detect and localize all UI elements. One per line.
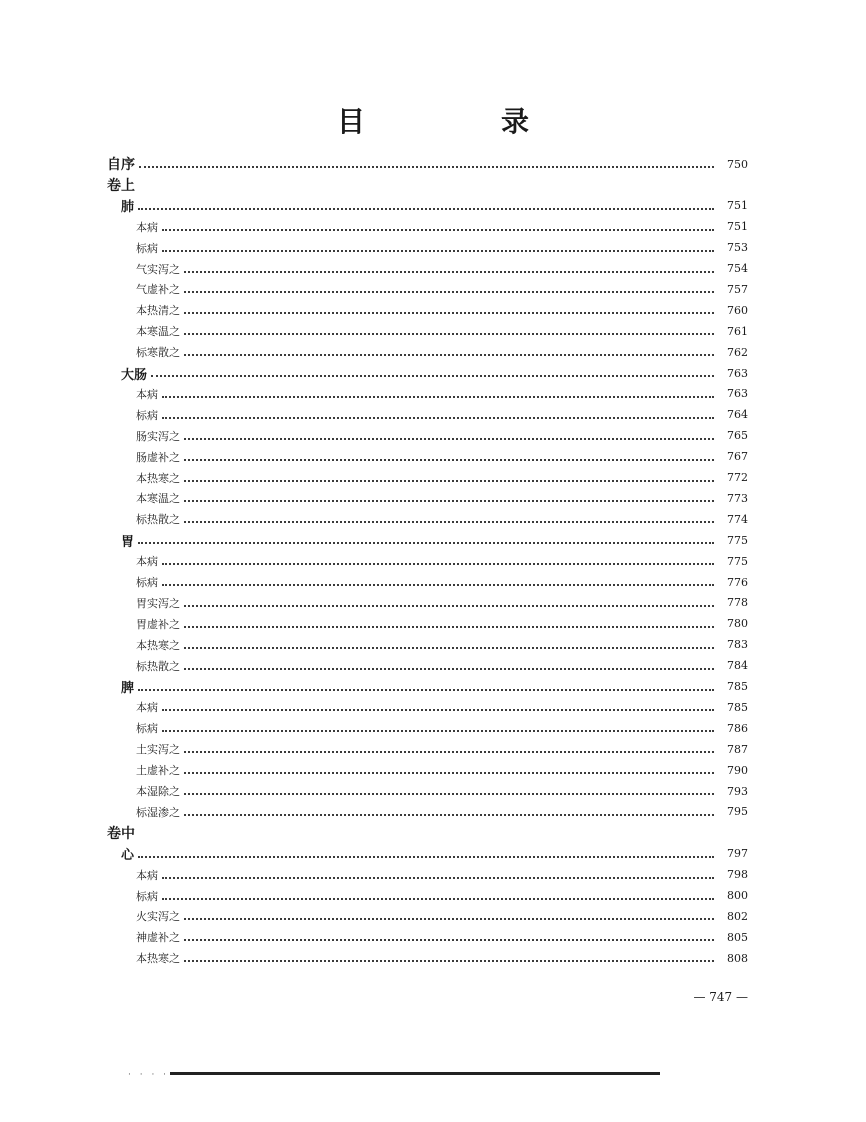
toc-entry-page: 751 [727,199,748,213]
toc-entry [136,865,748,885]
toc-entry [136,447,748,467]
dot-leader [184,500,714,502]
toc-entry-label: 标病 [136,576,158,589]
toc-entry-page: 772 [727,471,748,484]
toc-entry-page: 793 [727,784,748,798]
toc-entry [136,656,748,676]
toc-entry-label: 神虚补之 [136,931,180,945]
toc-entry-label: 卷中 [107,825,135,842]
toc-entry-label: 本病 [136,387,158,401]
toc-entry-label: 胃 [121,534,135,550]
toc-entry-label: 胃虚补之 [136,617,180,631]
toc-entry-page: 761 [727,324,748,338]
toc-entry-label: 本病 [136,220,158,234]
toc-entry-label: 肠虚补之 [136,450,180,464]
toc-entry-label: 肺 [121,200,135,216]
toc-entry-page: 767 [727,450,748,464]
toc-entry [136,906,748,926]
toc-entry-label: 大肠 [121,367,148,383]
toc-entry [136,886,748,906]
toc-entry-label: 标病 [136,241,158,255]
toc-entry-page: 783 [727,638,748,652]
toc-entry-label: 标病 [136,722,158,736]
toc-entry-page: 776 [727,575,748,589]
dot-leader [184,668,714,670]
toc-entry-page: 763 [727,387,748,401]
dot-leader [138,689,714,691]
toc-entry-page: 786 [727,721,748,735]
toc-entry [136,405,748,425]
toc-entry-page: 773 [727,491,748,505]
toc-entry-page: 762 [727,345,748,359]
toc-entry-page: 802 [727,909,748,923]
scan-speckle: · · · · [128,1070,170,1080]
page-number: — 747 — [693,990,748,1004]
toc-entry-label: 本病 [136,868,158,882]
toc-entry [136,635,748,655]
toc-entry-label: 本热清之 [136,304,180,318]
toc-entry-label: 本湿除之 [136,785,180,798]
dot-leader [184,772,714,774]
toc-entry [136,802,748,822]
toc-entry-page: 808 [727,951,748,965]
dot-leader [138,856,714,858]
toc-entry [136,488,748,508]
toc-entry-page: 754 [727,262,748,275]
dot-leader [162,396,714,398]
toc-entry-label: 气实泻之 [136,262,180,276]
toc-entry [121,677,748,697]
toc-entry [136,593,748,613]
toc-entry-page: 785 [727,680,748,693]
toc-entry [136,384,748,404]
dot-leader [162,730,714,732]
toc-entry [136,614,748,634]
toc-entry-page: 805 [727,930,748,944]
dot-leader [184,459,714,461]
toc-entry [136,279,748,299]
toc-entry-label: 火实泻之 [136,910,180,924]
toc-entry-label: 脾 [121,681,135,696]
toc-entry-page: 785 [727,700,748,714]
bottom-rule [170,1072,660,1075]
toc-entry [136,572,748,592]
toc-entry-label: 标湿渗之 [136,805,180,819]
toc-entry-label: 标热散之 [136,513,180,527]
toc-entry [107,823,748,843]
dot-leader [184,354,714,356]
dot-leader [184,521,714,523]
dot-leader [184,814,714,816]
dot-leader [184,960,714,962]
toc-entry-page: 784 [727,659,748,673]
toc-entry-page: 763 [727,366,748,380]
toc-entry [121,530,748,550]
dot-leader [184,751,714,753]
dot-leader [162,877,714,879]
toc-entry-label: 标病 [136,408,158,422]
toc-entry-label: 胃实泻之 [136,596,180,610]
dot-leader [162,709,714,711]
page-title: 目 录 [336,105,583,138]
dot-leader [184,626,714,628]
dot-leader [162,563,714,565]
dot-leader [184,605,714,607]
toc-entry-label: 本热寒之 [136,638,180,652]
toc-entry-label: 心 [121,848,135,864]
toc-entry-page: 780 [727,617,748,631]
toc-entry-page: 797 [727,847,748,861]
toc-entry-page: 751 [727,220,748,234]
toc-entry-page: 795 [727,805,748,819]
toc-entry [136,697,748,717]
toc-entry-label: 本病 [136,555,158,569]
toc-entry-page: 757 [727,282,748,296]
toc-entry-label: 土实泻之 [136,743,180,757]
dot-leader [184,480,714,482]
toc-entry [136,718,748,738]
toc-entry-label: 标病 [136,889,158,903]
dot-leader [138,542,714,544]
dot-leader [139,166,714,168]
dot-leader [184,333,714,335]
toc-entry [121,844,748,864]
toc-entry [136,259,748,279]
toc-entry-label: 本寒温之 [136,492,180,506]
toc-entry [136,342,748,362]
toc-entry [136,739,748,759]
toc-entry-page: 798 [727,868,748,882]
dot-leader [184,647,714,649]
toc-entry-label: 标热散之 [136,659,180,673]
dot-leader [162,584,714,586]
toc-entry-label: 气虚补之 [136,283,180,297]
dot-leader [184,438,714,440]
dot-leader [162,898,714,900]
toc-entry-label: 本寒温之 [136,325,180,339]
toc-entry-page: 787 [727,742,748,756]
toc-entry [136,321,748,341]
toc-entry [136,927,748,947]
toc-entry-label: 本热寒之 [136,952,180,966]
toc-entry-label: 肠实泻之 [136,429,180,443]
dot-leader [184,312,714,314]
dot-leader [184,793,714,795]
toc-entry [136,551,748,571]
toc-entry-label: 土虚补之 [136,764,180,778]
toc-entry-label: 本病 [136,701,158,715]
toc-entry [136,217,748,237]
toc-entry-label: 标寒散之 [136,346,180,360]
dot-leader [184,291,714,293]
toc-entry-label: 本热寒之 [136,471,180,485]
toc-entry-page: 750 [727,157,748,171]
toc-entry-page: 800 [727,889,748,902]
toc-entry-page: 775 [727,554,748,568]
dot-leader [151,375,714,377]
toc-entry [136,509,748,529]
toc-entry-page: 760 [727,303,748,317]
toc-entry-page: 790 [727,763,748,777]
dot-leader [138,208,714,210]
toc-entry [136,238,748,258]
toc-entry [136,948,748,968]
toc-entry [136,300,748,320]
toc-entry-page: 774 [727,512,748,526]
toc-entry [136,760,748,780]
toc-entry-page: 778 [727,596,748,610]
dot-leader [184,939,714,941]
toc-entry [136,468,748,488]
dot-leader [162,417,714,419]
dot-leader [184,918,714,920]
toc-entry [136,781,748,801]
dot-leader [162,229,714,231]
toc-entry-label: 卷上 [107,177,135,194]
toc-entry-page: 765 [727,429,748,443]
toc-entry-page: 764 [727,408,748,422]
toc-entry [121,363,748,383]
toc-entry-page: 775 [727,533,748,547]
toc-entry [136,426,748,446]
toc-entry [121,196,748,216]
toc-entry-label: 自序 [107,157,135,173]
dot-leader [162,250,714,252]
toc-entry [107,154,748,174]
dot-leader [184,271,714,273]
toc-entry [107,175,748,195]
toc-entry-page: 753 [727,241,748,255]
